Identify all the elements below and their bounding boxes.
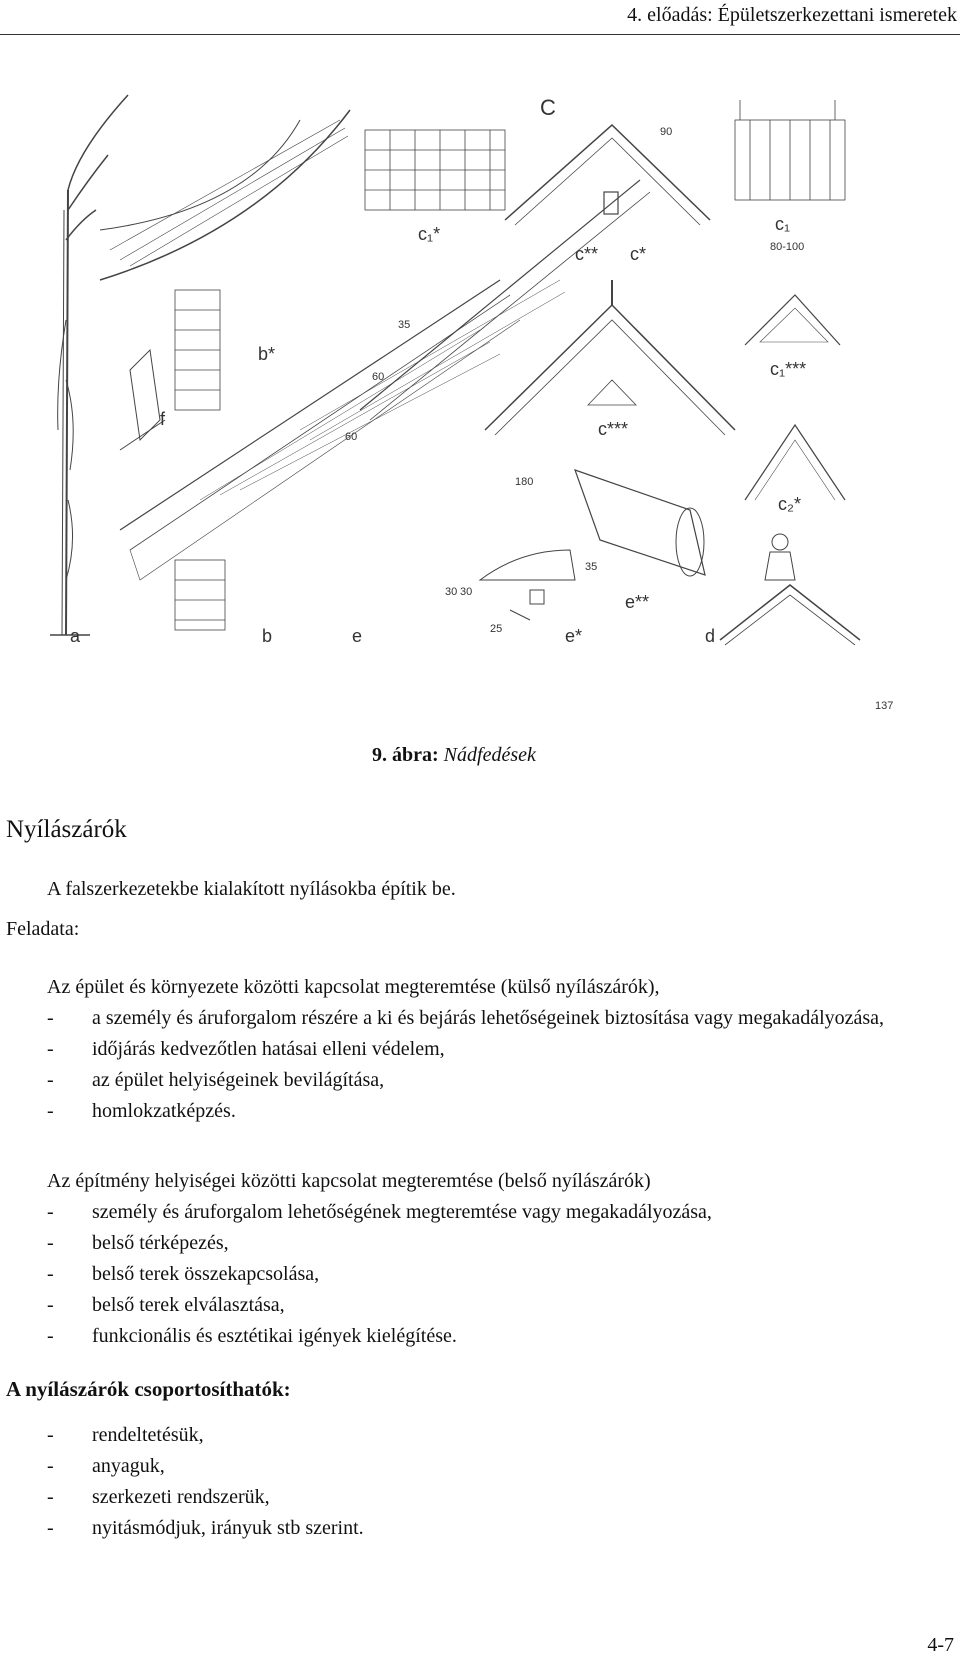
thatched-roof-figure xyxy=(0,80,910,720)
list-item: - belső térképezés, xyxy=(47,1232,229,1254)
reed-plant-drawing xyxy=(50,95,128,635)
fig-label-c1right: c₁ xyxy=(775,214,791,234)
list-item: - személy és áruforgalom lehetőségének megteremtése vagy megakadályozása, xyxy=(47,1201,712,1223)
list-item: - rendeltetésük, xyxy=(47,1424,204,1446)
list-item: - belső terek összekapcsolása, xyxy=(47,1263,320,1285)
fig-dim-30a: 30 xyxy=(445,586,458,598)
list-item: - funkcionális és esztétikai igények kielégítése. xyxy=(47,1325,457,1347)
fig-dim-30b: 30 xyxy=(460,586,473,598)
page-header xyxy=(0,0,960,35)
list-item: - nyitásmódjuk, irányuk stb szerint. xyxy=(47,1517,364,1539)
fig-dim-90: 90 xyxy=(660,126,673,138)
page-number: 4-7 xyxy=(927,1634,954,1656)
eave-detail-drawing xyxy=(480,550,575,620)
tile-pattern-drawing xyxy=(365,130,505,210)
external-list xyxy=(47,1003,917,1127)
fig-label-c1three: c₁*** xyxy=(770,359,807,379)
fig-label-d: d xyxy=(705,626,716,646)
fig-dim-35b: 35 xyxy=(585,561,598,573)
list-item: - az épület helyiségeinek bevilágítása, xyxy=(47,1069,385,1091)
header-title: 4. előadás: Épületszerkezettani ismeretek xyxy=(627,4,957,26)
list-item: - homlokzatképzés. xyxy=(47,1100,236,1122)
section-title: Nyílászárók xyxy=(6,816,127,843)
brick-wall-drawing xyxy=(175,290,225,630)
fence-detail-drawing xyxy=(735,100,845,200)
figure-caption-title: Nádfedések xyxy=(443,744,536,766)
ridge-detail-c-drawing xyxy=(505,125,710,225)
fig-label-c1: c₁* xyxy=(418,224,441,244)
fig-label-e: e xyxy=(352,626,363,646)
fig-label-a: a xyxy=(70,626,81,646)
section-intro: A falszerkezetekbe kialakított nyílásokba építik be. xyxy=(47,878,456,900)
groups-title: A nyílászárók csoportosíthatók: xyxy=(6,1377,291,1401)
fig-label-cstar: c* xyxy=(630,244,647,264)
list-item: - belső terek elválasztása, xyxy=(47,1294,285,1316)
list-item: - időjárás kedvezőtlen hatásai elleni védelem, xyxy=(47,1038,445,1060)
list-item: - szerkezeti rendszerük, xyxy=(47,1486,270,1508)
figure-page-reference: 137 xyxy=(875,700,894,712)
detail-f-drawing xyxy=(120,350,165,450)
fig-label-e2: e** xyxy=(625,592,650,612)
worker-on-roof-drawing xyxy=(720,534,860,645)
fig-label-e1: e* xyxy=(565,626,583,646)
fig-label-b: b xyxy=(262,626,273,646)
fig-label-f: f xyxy=(160,409,166,429)
fig-label-c3star: c*** xyxy=(598,419,629,439)
external-lead: Az épület és környezete közötti kapcsolat megteremtése (külső nyílászárók), xyxy=(47,976,660,998)
figure-caption xyxy=(372,744,536,767)
list-item: - a személy és áruforgalom részére a ki és bejárás lehetőségeinek biztosítása vagy megakadályozása, xyxy=(47,1007,885,1029)
fig-dim-80-100: 80-100 xyxy=(770,241,805,253)
roof-slope-drawing xyxy=(100,110,650,580)
fig-dim-60a: 60 xyxy=(372,371,385,383)
fig-label-c2star: c** xyxy=(575,244,599,264)
internal-list xyxy=(47,1197,917,1352)
gable-detail-drawing xyxy=(485,280,735,435)
small-gable-drawing xyxy=(745,295,845,500)
task-label: Feladata: xyxy=(6,918,80,940)
list-item: - anyaguk, xyxy=(47,1455,165,1477)
groups-list xyxy=(47,1420,917,1544)
figure-caption-number: 9. ábra: xyxy=(372,744,439,766)
internal-lead: Az építmény helyiségei közötti kapcsolat megteremtése (belső nyílászárók) xyxy=(47,1170,651,1192)
fig-dim-35a: 35 xyxy=(398,319,411,331)
fig-label-C: C xyxy=(540,95,556,120)
fig-label-c2right: c₂* xyxy=(778,494,801,514)
fig-dim-25: 25 xyxy=(490,623,503,635)
fig-label-bstar: b* xyxy=(258,344,276,364)
fig-dim-60b: 60 xyxy=(345,431,358,443)
fig-dim-180: 180 xyxy=(515,476,534,488)
